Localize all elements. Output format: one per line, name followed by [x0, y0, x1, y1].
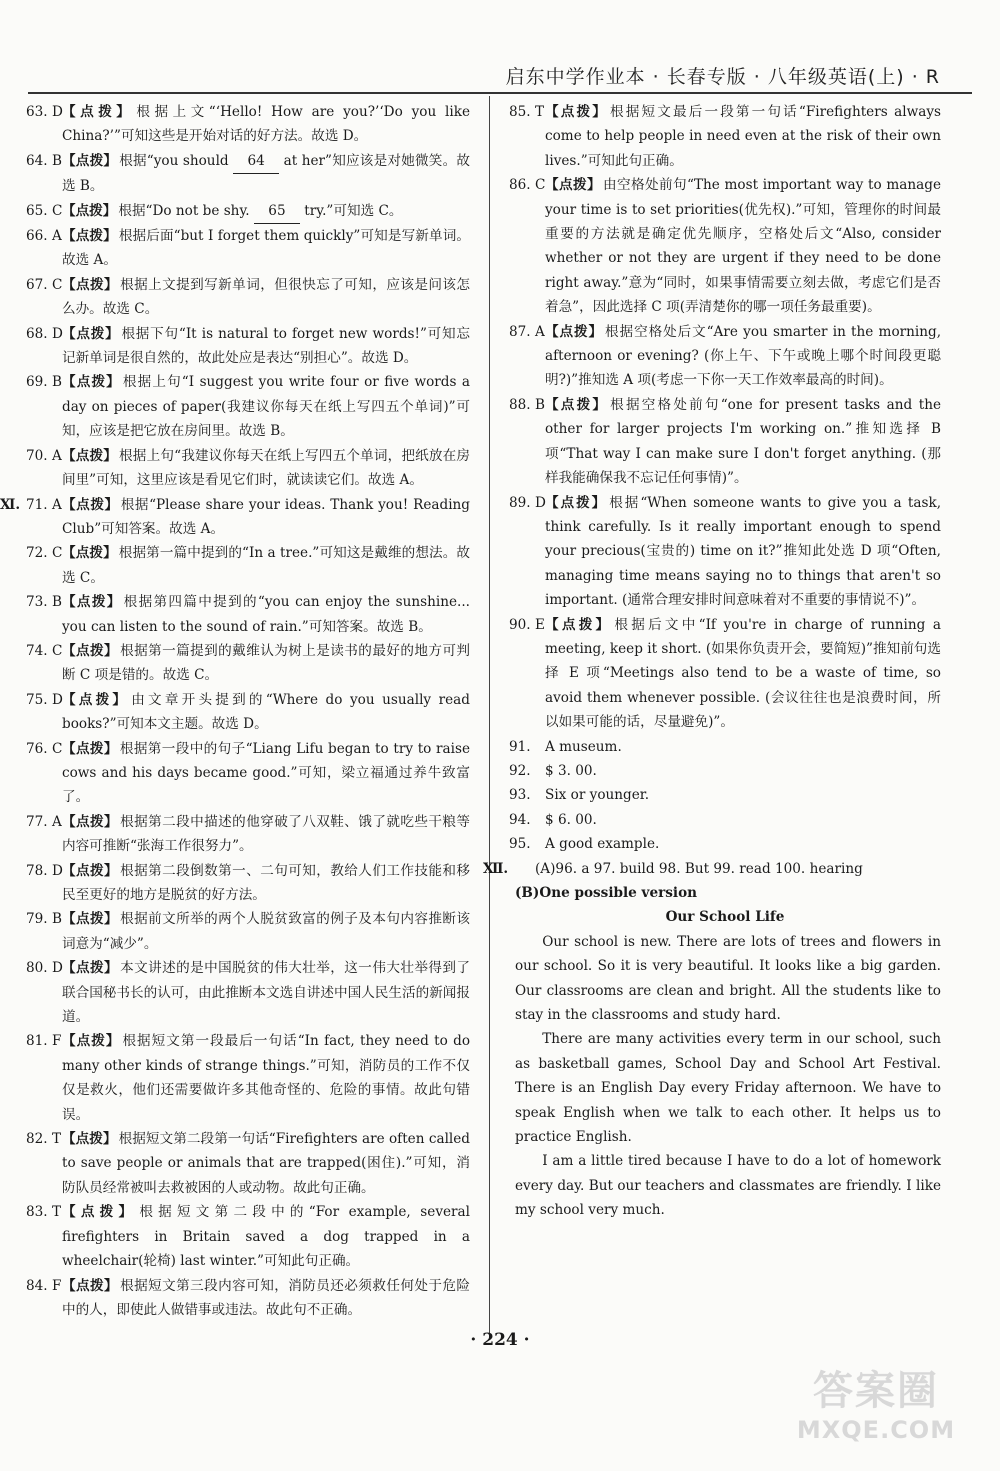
- explanation-text: 根据第二段中描述的他穿破了八双鞋、饿了就吃些干粮等内容可推断“张海工作很努力”。: [62, 813, 471, 855]
- short-answer: [509, 783, 941, 807]
- answer-number: 79. B: [26, 911, 62, 928]
- hint-tag: 【点拨】: [62, 325, 120, 342]
- hint-tag: 【点拨】: [62, 691, 130, 708]
- explanation-text: try.”可知选 C。: [299, 202, 403, 219]
- explanation-text: 根据上句“I suggest you write four or five words a day on pieces of paper(我建议你每天在纸上写四五个单词)”可知，应该是把它放在房间里。故选 B。: [62, 374, 471, 440]
- explanation-text: 根据前文所举的两个人脱贫致富的例子及本句内容推断该词意为“减少”。: [62, 911, 471, 952]
- answer-item: [509, 100, 941, 173]
- hint-tag: 【点拨】: [62, 1204, 138, 1221]
- answer-number: 83. T: [26, 1204, 62, 1221]
- explanation-text: 根据“Do not be shy.: [118, 202, 254, 219]
- watermark-top: 答案圈: [813, 1368, 939, 1414]
- hint-tag: 【点拨】: [62, 276, 119, 293]
- answer-number: 64. B: [26, 152, 62, 169]
- hint-tag: 【点拨】: [545, 323, 604, 340]
- page-header: [0, 0, 1000, 96]
- answer-number: 90. E: [509, 616, 545, 633]
- answer-number: 92.: [509, 762, 531, 779]
- answer-item: [26, 639, 470, 688]
- short-answer: [509, 735, 941, 759]
- hint-tag: 【点拨】: [62, 813, 119, 830]
- answer-number: 81. F: [26, 1033, 62, 1050]
- blank-number: 64: [233, 149, 279, 174]
- answer-number: 94.: [509, 811, 531, 828]
- hint-tag: 【点拨】: [62, 642, 119, 659]
- page-number: · 224 ·: [470, 1330, 530, 1350]
- answer-item: [26, 273, 470, 322]
- book-title: 启东中学作业本 · 长春专版 · 八年级英语(上) · R: [505, 66, 940, 88]
- hint-tag: 【点拨】: [62, 1131, 117, 1148]
- answer-number: 95.: [509, 836, 531, 853]
- hint-tag: 【点拨】: [62, 1277, 119, 1294]
- answer-number: 70. A: [26, 447, 62, 464]
- essay-paragraph: Our school is new. There are lots of trees and flowers in our school. So it is very beautiful. It looks like a big garden. Our classrooms are clean and bright. All the students like to stay in the classrooms and study hard.: [515, 933, 941, 1024]
- answer-number: 67. C: [26, 276, 63, 293]
- answer-number: 65. C: [26, 202, 63, 219]
- explanation-text: 根据短文第二段中的“For example, several firefighters in Britain saved a dog trapped in a wheelchair(轮椅) last winter.”可知此句正确。: [62, 1204, 471, 1270]
- explanation-text: 根据第四篇中提到的“you can enjoy the sunshine... you can listen to the sound of rain.”可知答案。故选 B。: [62, 594, 471, 635]
- explanation-text: 根据短文第一段最后一句话“In fact, they need to do many other kinds of strange things.”可知，消防员的工作不仅仅是救火，他们还需要做许多其他奇怪的、危险的事情。故此句错误。: [62, 1033, 471, 1123]
- explanation-text: 根据空格处后文“Are you smarter in the morning, afternoon or evening? (你上午、下午或晚上哪个时间段更聪明?)”推知选 A 项(考虑一下你一天工作效率最高的时间)。: [545, 323, 942, 389]
- hint-tag: 【点拨】: [545, 494, 608, 511]
- answer-item: [0, 493, 471, 542]
- answer-number: 72. C: [26, 545, 63, 562]
- answer-item: [26, 859, 470, 908]
- explanation-text: 根据空格处前句“one for present tasks and the other for larger projects I'm working on.”推知选择 B 项“That way I can make sure I don't forget anything. (那样我能确保我不忘记任何事情)”。: [545, 396, 941, 487]
- answer-number: 93.: [509, 787, 531, 804]
- answer-item: [26, 810, 470, 859]
- answer-number: 71. A: [26, 496, 62, 513]
- essay-paragraph: I am a little tired because I have to do a lot of homework every day. But our teachers and classmates are friendly. I like my school very much.: [515, 1153, 941, 1219]
- column-divider: [489, 96, 490, 1338]
- answer-number: 68. D: [26, 325, 63, 342]
- answer-item: [26, 224, 470, 273]
- explanation-text: 根据第二段倒数第一、二句可知，教给人们工作技能和移民至更好的地方是脱贫的好方法。: [62, 862, 471, 903]
- essay-paragraph: There are many activities every term in our school, such as basketball games, School Day and School Art Festival. There is an English Day every Friday afternoon. We have to speak English when we talk to each other. It helps us to practice English.: [515, 1031, 941, 1146]
- answer-item: [26, 444, 470, 493]
- answer-item: [26, 541, 470, 590]
- hint-tag: 【点拨】: [545, 177, 601, 194]
- explanation-text: 根据短文第三段内容可知，消防员还必须救任何处于危险中的人，即使此人做错事或违法。故此句不正确。: [62, 1277, 471, 1318]
- hint-tag: 【点拨】: [62, 202, 117, 219]
- blank-number: 65: [254, 199, 300, 224]
- hint-tag: 【点拨】: [62, 447, 118, 464]
- answer-number: 89. D: [509, 494, 546, 511]
- answer-number: 91.: [509, 738, 531, 755]
- explanation-text: 根据短文第二段第一句话“Firefighters are often called to save people or animals that are trapped(困住).”可知，消防队员经常被叫去救被困的人或动物。故此句正确。: [62, 1131, 471, 1196]
- answer-text: $ 3. 00.: [545, 762, 597, 779]
- hint-tag: 【点拨】: [62, 862, 119, 879]
- hint-tag: 【点拨】: [62, 1033, 121, 1050]
- answer-text: A museum.: [545, 738, 622, 755]
- explanation-text: 根据“Please share your ideas. Thank you! Reading Club”可知答案。故选 A。: [62, 496, 471, 537]
- answer-item: [26, 1200, 470, 1273]
- watermark-bottom: MXQE.COM: [796, 1416, 956, 1444]
- answer-item: [26, 907, 470, 956]
- answer-item: [26, 100, 470, 149]
- cloze-answers: (A)96. a 97. build 98. But 99. read 100. hearing: [535, 860, 863, 877]
- explanation-text: 根据上文“‘Hello! How are you?’‘Do you like China?’”可知这些是开始对话的好方法。故选 D。: [62, 104, 471, 145]
- explanation-text: 由文章开头提到的“Where do you usually read books?”可知本文主题。故选 D。: [62, 691, 470, 733]
- header-rule: [28, 92, 972, 94]
- hint-tag: 【点拨】: [545, 396, 609, 413]
- answer-number: 63. D: [26, 104, 63, 120]
- answer-item: [509, 320, 941, 393]
- explanation-text: 根据上句“我建议你每天在纸上写四五个单词，把纸放在房间里”可知，这里应该是看见它们时，就读读它们。故选 A。: [62, 447, 471, 489]
- explanation-text: 根据下句“It is natural to forget new words!”可知忘记新单词是很自然的，故此处应是表达“别担心”。故选 D。: [62, 325, 470, 367]
- hint-tag: 【点拨】: [62, 740, 118, 757]
- answer-number: 86. C: [509, 177, 546, 194]
- answer-text: $ 6. 00.: [545, 811, 597, 828]
- essay-label: (B)One possible version: [515, 885, 698, 901]
- answer-number: 80. D: [26, 960, 63, 977]
- hint-tag: 【点拨】: [62, 960, 119, 977]
- answer-number: 73. B: [26, 594, 62, 611]
- hint-tag: 【点拨】: [62, 152, 118, 169]
- answer-item: [26, 149, 470, 199]
- explanation-text: 根据“you should: [119, 152, 234, 169]
- answer-item: [509, 491, 941, 613]
- answer-number: 66. A: [26, 228, 62, 245]
- answer-item: [26, 199, 470, 224]
- answer-number: 74. C: [26, 642, 63, 659]
- short-answer: [509, 759, 941, 783]
- answer-text: Six or younger.: [545, 787, 650, 804]
- answer-number: 85. T: [509, 104, 545, 120]
- left-column: [0, 100, 471, 1322]
- answer-item: [26, 737, 470, 810]
- explanation-text: 本文讲述的是中国脱贫的伟大壮举，这一伟大壮举得到了联合国秘书长的认可，由此推断本文选自讲述中国人民生活的新闻报道。: [62, 960, 471, 1026]
- short-answer: [509, 808, 941, 832]
- explanation-text: at her”知应该是对她微笑。故选 B。: [62, 152, 470, 195]
- hint-tag: 【点拨】: [62, 911, 119, 928]
- hint-tag: 【点拨】: [62, 104, 135, 120]
- explanation-text: 根据后面“but I forget them quickly”可知是写新单词。故选 A。: [62, 228, 470, 269]
- answer-number: 82. T: [26, 1131, 62, 1148]
- answer-number: 75. D: [26, 691, 63, 708]
- watermark-logo: [776, 1367, 976, 1457]
- answer-item: [509, 173, 941, 319]
- hint-tag: 【点拨】: [545, 616, 613, 633]
- right-column: [483, 100, 942, 1223]
- answer-number: 77. A: [26, 813, 62, 830]
- explanation-text: 根据短文最后一段第一句话“Firefighters always come to help people in need even at the risk of their own lives.”可知此句正确。: [545, 104, 942, 169]
- hint-tag: 【点拨】: [62, 594, 122, 611]
- section-marker: Ⅺ.: [0, 496, 21, 513]
- answer-item: [509, 613, 941, 735]
- answer-item: [26, 322, 470, 371]
- answer-item: [509, 393, 941, 491]
- hint-tag: 【点拨】: [545, 104, 608, 120]
- answer-number: 87. A: [509, 323, 545, 340]
- essay-title: Our School Life: [665, 909, 785, 926]
- answer-item: [26, 1127, 470, 1200]
- explanation-text: 根据第一篇提到的戴维认为树上是读书的最好的地方可判断 C 项是错的。故选 C。: [62, 642, 471, 684]
- hint-tag: 【点拨】: [62, 374, 121, 391]
- answer-number: 84. F: [26, 1277, 62, 1294]
- answer-number: 69. B: [26, 374, 62, 391]
- answer-item: [26, 1029, 470, 1127]
- answer-text: A good example.: [545, 836, 660, 853]
- answer-number: 88. B: [509, 396, 545, 413]
- hint-tag: 【点拨】: [62, 545, 117, 562]
- short-answer: [509, 832, 941, 856]
- explanation-text: 根据后文中“If you're in charge of running a meeting, keep it short. (如果你负责开会，要简短)”推知前句选择 E 项“Meetings also tend to be a waste of time, so avoid them whenever possible. (会议往往也是浪费时间，所以如果可能的话，尽量避免)”。: [545, 616, 942, 731]
- answer-item: [26, 956, 470, 1029]
- answer-item: [26, 590, 470, 639]
- explanation-text: 根据第一段中的句子“Liang Lifu began to try to raise cows and his days became good.”可知，梁立福通过养牛致富了。: [62, 740, 471, 806]
- section-12-line: [483, 857, 941, 881]
- section-marker: Ⅻ.: [483, 860, 509, 877]
- answer-number: 78. D: [26, 862, 63, 879]
- hint-tag: 【点拨】: [62, 496, 119, 513]
- explanation-text: 根据上文提到写新单词，但很快忘了可知，应该是问该怎么办。故选 C。: [62, 276, 471, 318]
- hint-tag: 【点拨】: [62, 228, 117, 245]
- answer-item: [26, 1274, 470, 1323]
- answer-item: [26, 688, 470, 737]
- explanation-text: 根据第一篇中提到的“In a tree.”可知这是戴维的想法。故选 C。: [62, 545, 471, 586]
- answer-number: 76. C: [26, 740, 63, 757]
- answer-item: [26, 370, 470, 443]
- explanation-text: 由空格处前句“The most important way to manage your time is to set priorities(优先权).”可知，管理你的时间最重要的方法就是确定优先顺序，空格处后文“Also, consider whether or not they are urgent if they need to be done right away.”意为“同时，如果事情需要立刻去做，考虑它们是否着急”，因此选择 C 项(弄清楚你的哪一项任务最重要)。: [545, 177, 942, 316]
- explanation-text: 根据“When someone wants to give you a task, think carefully. Is it really important enough to spend your precious(宝贵的) time on it?”推知此处选 D 项“Often, managing time means saying no to things that aren't so important. (通常合理安排时间意味着对不重要的事情说不)”。: [545, 494, 942, 609]
